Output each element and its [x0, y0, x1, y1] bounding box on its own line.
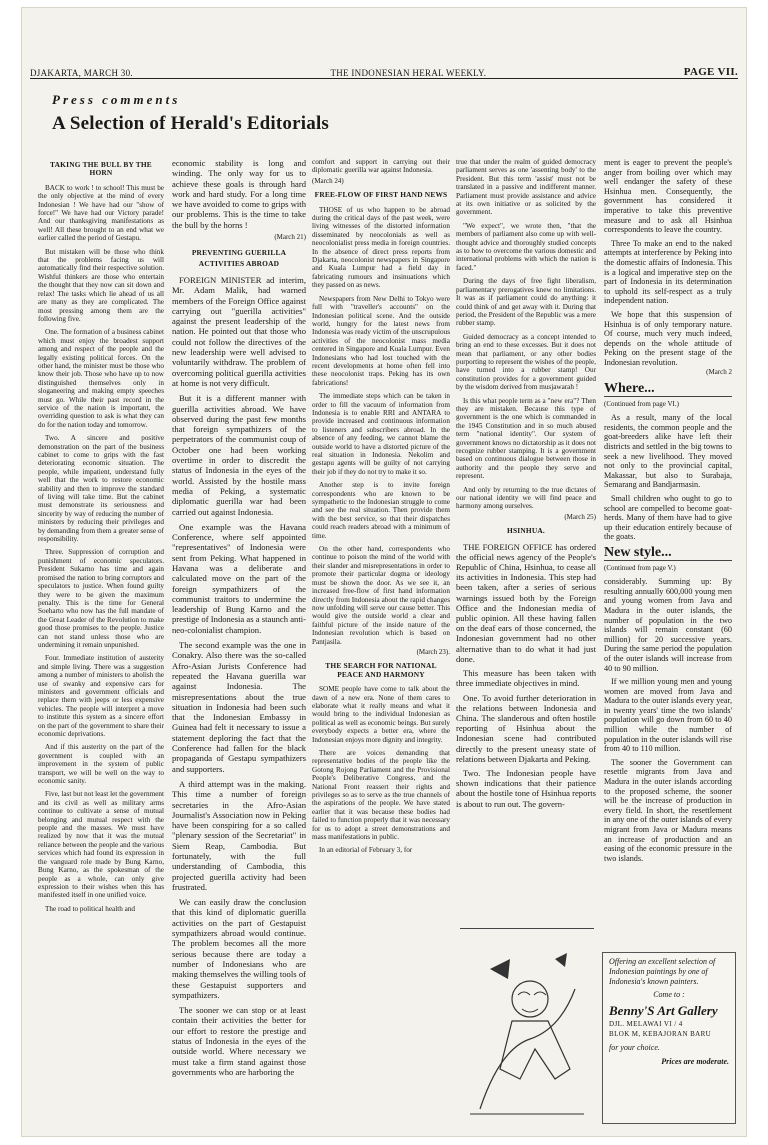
cartoon-illustration [460, 928, 594, 1125]
article-paragraph: Two. The Indonesian people have shown indications that their patience about the hostile tone of Hsinhua reports is about to run out. The govern- [456, 767, 596, 809]
article-heading: PREVENTING GUERILLA ACTIVITIES ABROAD [191, 248, 287, 268]
article-paragraph: On the other hand, correspondents who continue to poison the mind of the world with their slander and misrepresentations in order to promote their particular dogma or ideology must be shown the door. As we see it, an increased free-flow of first hand information directly from Indonesia about the rapid changes now unfolding will serve our cause better. This would give the outside world a clear and faithful picture of the inside nature of the Indonesian revolution which is based on Pantjasila. [312, 545, 450, 646]
column-4 [456, 158, 596, 813]
article-paragraph: Four. Immediate institution of austerity and simple living. There was a suggestion among a number of ministers to abolish the use of swanky and expensive cars for ministers and government officials and replace them with jeeps or less expensive vehicles. The people will interpret a move to institute this system as a sincere effort on the part of the government to share their economic deprivations. [38, 654, 164, 738]
article-heading: HSINHUA. [507, 526, 545, 536]
article-paragraph: The sooner we can stop or at least contain their activities the better for our effort to restore the prestige and status of Indonesia in the eyes of the outside world. Where necessary we must take a firm stand against those governments who are harboring the [172, 1005, 306, 1077]
article-paragraph: In an editorial of February 3, for [319, 846, 413, 855]
ad-gallery-name: Benny'S Art Gallery [609, 1003, 718, 1018]
article-paragraph: The sooner the Government can resettle migrants from Java and Madura in the outer islands according to the proposed scheme, the sooner will be the increase of production in every field. In short, the resettlement in any one of the outer islands of every migrant from Java or Madura means an increase of production and an easing of the economic pressure in the two islands. [604, 757, 732, 863]
article-paragraph: And if this austerity on the part of the government is coupled with an improvement in the system of public transport, we will be well on the way to economic sanity. [38, 743, 164, 786]
article-paragraph: There are voices demanding that representative bodies of the people like the Gotong Rojong Parliament and the Provisional People's Deliberative Congress, and the National Front reassert their rights and privileges so as to serve as the true channels of the aspirations of the people. We have stated earlier that it was because these bodies had failed to function properly that it was necessary for us to adopt a street demonstrations and mass manifestations in public. [312, 749, 450, 842]
article-paragraph: THOSE of us who happen to be abroad during the critical days of the past week, were living witnesses of the distorted information disseminated by neocolonials as well as neocolonialist press media in foreign countries. In the absence of direct press reports from Djakarta, neocolonist newspapers in Singapore and Kuala Lumpur had a field day in fabricating rumours and insinuations which they passed on as news. [312, 205, 450, 290]
column-3 [312, 158, 450, 860]
article-paragraph: Three To make an end to the naked attempts at interference by Peking into the domestic affairs of Indonesia. This is a logical and imperative step on the part of Indonesia in its determination to uphold its self-respect as a truly independent nation. [604, 238, 732, 306]
article-paragraph: And only by returning to the true dictates of our national identity we will find peace and harmony among ourselves. [456, 485, 596, 511]
article-paragraph: But mistaken will be those who think that the problems facing us will automatically find their respective solution. Wishful thinkers are those who entertain the thought that they now can sit down and relax! The tasks which lie ahead of us all are many as they are complicated. The most pressing among them are the following five. [38, 247, 164, 323]
article-paragraph: Two. A sincere and positive demonstration on the part of the business cabinet to come to grips with the fast deteriorating economic situation. The people, while impatient, understand fully well that the work to restore economic stability and then to improve the standard of living will take time. But the cabinet must demonstrate its seriousness and sincerity by way of reducing the number of ministers by reducing their privileges and by demanding from them a greater sense of responsibility. [38, 434, 164, 544]
section-kicker: Press comments [52, 92, 181, 107]
article-paragraph: The second example was the one in Conakry. Also there was the so-called Afro-Asian Jurists Conference had repeated the Havana guerilla war against Indonesia. The misrepresentations about the true situation in Indonesia had been such that the Indonesian Embassy in Guinea had felt it necessary to issue a statement deploring the fact that the Conference had fallen for the black propaganda of Gestapu sympathizers and supporters. [172, 640, 306, 774]
article-paragraph: If we million young men and young women are moved from Java and Madura to the outer islands every year, in twenty years' time the two islands' population will go down from 60 to 40 million while the number of population in the outer islands will rise from 40 to 110 million. [604, 677, 732, 754]
ad-line: for your choice. [609, 1043, 660, 1052]
page-headline: A Selection of Herald's Editorials [52, 113, 330, 134]
article-paragraph: During the days of free fight liberalism, parliamentary prerogatives knew no limitations. It was as if parliament could do anything: it could think of and get away with it. During that period, the President of the Republic was a mere rubber stamp. [456, 277, 596, 328]
ad-line: Come to : [653, 990, 685, 999]
article-paragraph: We hope that this suspension of Hsinhua is of only temporary nature. Of course, much very much indeed, depends on the whole attitude of Peking on the present stage of the Indonesian revolution. [604, 309, 732, 367]
ad-address: BLOK M, KEBAJORAN BARU [609, 1030, 712, 1038]
article-paragraph: The road to political health and [45, 904, 136, 913]
article-paragraph: Guided democracy as a concept intended to bring an end to these excesses. But it does not mean that parliament, or any other bodies purporting to represent the wishes of the people, have turned into a rubber stamp! Our constitution provides for a government guided by the wisdom derived from musjawarah ! [456, 332, 596, 392]
article-paragraph: One example was the Havana Conference, where self appointed "representatives" of Indonesia were sent from Peking. What happened in Havana was a deliberate and calculated move on the part of the foreign sympathizers of the communist traitors to undermine the leadership of Bung Karno and the prestige of Indonesia as a staunch anti-neo-colonialist champion. [172, 521, 306, 635]
newspaper-page [22, 8, 746, 1136]
article-paragraph: The immediate steps which can be taken in order to fill the vacuum of information from Indonesia is to enable RRI and ANTARA to provide increased and continuous information to listeners and subscribers abroad. In the absence of any feeding, we cannot blame the outside world to have a distorted picture of the real situation in Indonesia. Nekolim and gestapu agents will be guilty of not carrying their job if they do not try to make it so. [312, 392, 450, 476]
masthead-paper-name: THE INDONESIAN HERAL WEEKLY. [330, 68, 487, 78]
masthead [30, 64, 738, 79]
section-heading-new-style: New style... [604, 548, 732, 561]
article-paragraph: economic stability is long and winding. The only way for us to achieve these goals is through hard work and hard study. For a long time we have avoided to come to grips with our problems. This is the time to take the bull by the horns ! [172, 158, 306, 230]
article-paragraph: comfort and support in carrying out their diplomatic guerilla war against Indonesia. [312, 158, 450, 175]
column-1 [38, 158, 164, 918]
ad-address: DJL. MELAWAI VI / 4 [609, 1020, 683, 1028]
column-2 [172, 158, 306, 1082]
article-paragraph: We can easily draw the conclusion that this kind of diplomatic guerilla activities on the part of Gestapuist sympathizers abroad would continue. The problem becomes all the more serious because there are today a number of Indonesians who are making themselves the willing tools of these Gestapuist supporters and sympathizers. [172, 897, 306, 1000]
article-paragraph: ment is eager to prevent the people's anger from boiling over which may well endanger the safety of these Hsinhua men. Consequently, the government has considered it imperative to take this preventive measure and to ask all Hsinhua correspondents to leave the country. [604, 158, 732, 235]
article-heading: TAKING THE BULL BY THE HORN [50, 160, 152, 178]
article-paragraph: FOREIGN MINISTER ad interim, Mr. Adam Malik, had warned members of the Foreign Office against carrying out "guerilla activities" against the present leadership of the nation. He pointed out that those who could not follow the directives of the new leadership were well advised to voluntarily withdraw. The problem of overcoming political guerilla activities at home is not very difficult. [172, 274, 306, 388]
article-paragraph: "We expect", we wrote then, "that the members of parliament also come up with well-thought advice and thoroughly studied concepts as to how to overcome the various domestic and international problems with which the nation is faced." [456, 221, 596, 272]
article-paragraph: But it is a different manner with guerilla activities abroad. We have observed during the past few months that foreign sympathizers of the perpetrators of the communist coup of October one had been working overtime in order to discredit the status of Indonesia in the eyes of the world. Assisted by the hostile mass media of Peking, a systematic diplomatic guerilla war had been carried out against Indonesia. [172, 393, 306, 517]
column-5 [604, 158, 732, 867]
article-paragraph: THE FOREIGN OFFICE has ordered the official news agency of the People's Republic of China, Hsinhua, to cease all its activities in Indonesia. This step had been taken, after a series of serious warnings issued both by the Foreign Office and the Indonesian media of public opinion. All these having fallen on the deaf ears of those concerned, the Indonesian government had no other alternative than to do what it had just done. [456, 541, 596, 664]
masthead-place-date: DJAKARTA, MARCH 30. [30, 68, 133, 78]
article-paragraph: BACK to work ! to school! This must be the only objective at the mind of every Indonesian ! We have had our "show of force!" We have had our Victory parade! And our thanksgiving manifestations as well! All these brought to an end what we earlier called the period of Gestapu. [38, 183, 164, 243]
article-paragraph: Newspapers from New Delhi to Tokyo were full with "traveller's accounts" on the Indonesian political scene. And the outside world, hungry for the latest news from Indonesia was ready victim of the unscrupulous activities of the neocolonist mass media centered in Singapore and Kuala Lumpur. Even Indonesians who had lost touched with the recent developments at home often fell into these neocolonist traps. Peking has its own fabrications! [312, 294, 450, 387]
article-paragraph: considerably. Summing up: By resulting annually 600,000 young men and young women from Java and Madura in the outer islands, the number of population in the two islands will remain constant (60 million) for 20 successive years. During the same period the population of the outer islands will increase from 40 to 90 million. [604, 577, 732, 673]
article-date: (March 25) [564, 512, 596, 521]
ad-line: Indonesia's known painters. [609, 977, 699, 986]
article-heading: THE SEARCH FOR NATIONAL PEACE AND HARMONY [325, 661, 437, 679]
section-heading-where: Where... [604, 384, 732, 397]
article-paragraph: Another step is to invite foreign correspondents who are known to be sympathetic to the Indonesian struggle to come and see the real situation. Then provide them with the best service, so that their dispatches could reach readers abroad with a minimum of time. [312, 481, 450, 540]
article-paragraph: This measure has been taken with three immediate objectives in mind. [456, 668, 596, 689]
continued-note: (Continued from page V.) [604, 563, 676, 572]
ad-line: Offering an excellent selection of [609, 957, 716, 966]
ad-line: Prices are moderate. [661, 1057, 729, 1066]
article-paragraph: Small children who ought to go to school are compelled to become goat-herds. Many of them have had to give up their education entirely because of the goats. [604, 494, 732, 542]
article-paragraph: Five, last but not least let the government and its civil as well as military arms continue to cultivate a sense of mutual belonging and mutual respect with the people and the masses. We must have realized by now that it was the mutual reliance between the people and the various services which had found its expression in the vanguard role made by Bung Karno, Bung Karno, as the spokesman of the people as a whole, can only give expression to their wishes when this has manifested itself in one unified voice. [38, 790, 164, 900]
article-paragraph: One. To avoid further deterioration in the relations between Indonesia and China. The slanderous and often hostile reporting of Hsinhua about the Indonesian scene had contributed directly to the present uneasy state of relations between Djakarta and Peking. [456, 692, 596, 764]
ad-line: Indonesian paintings by one of [609, 967, 708, 976]
article-date: (March 21) [274, 233, 306, 242]
cartoon-drawing [460, 929, 594, 1125]
article-date: (March 2 [706, 368, 732, 377]
article-heading: FREE-FLOW OF FIRST HAND NEWS [314, 190, 448, 200]
article-paragraph: One. The formation of a business cabinet which must enjoy the broadest support among and respect of the people and the legally existing political forces. On the other hand, the minister must be those who know their job. Those who have up to now distinguished themselves only in sloganeering and making empty speeches must go. While their past record in the service of the nation is important, the overriding question to ask is what they can do for the nation today and tomorrow. [38, 328, 164, 429]
article-paragraph: As a result, many of the local residents, the common people and the goat-breeders alike have left their districts and settled in the big towns to seek a new livelihood. They moved not only to the provincial capital, Makassar, but also to Surabaja, Semarang and Bandjarmasin. [604, 413, 732, 490]
article-paragraph: true that under the realm of guided democracy parliament serves as one 'assenting body' to the President. But this term 'assist' must not be translated in a passive and indifferent manner. Parliament must provide assistance and advice at its own initiative or as solicited by the government. [456, 158, 596, 217]
article-paragraph: SOME people have come to talk about the dawn of a new era. None of them cares to elaborate what it really means and what it would bring to the individual Indonesian as political as well as economic beings. But surely everybody expects a better era, where the Indonesian enjoys more dignity and integrity. [312, 685, 450, 744]
article-paragraph: Is this what people term as a "new era"? Then they are mistaken. Because this type of government is the one which is commanded in the 1945 Constitution and in so much abused term "national identity". Our system of government knows no dictatorship as it does not recognize rubber stamping. It is a government based on continuous dialogue between those in authority and the people they serve and represent. [456, 396, 596, 481]
masthead-page-number: PAGE VII. [683, 66, 738, 78]
article-paragraph: A third attempt was in the making. This time a number of foreign secretaries in the Afro-Asian Journalist's Association now in Peking have been conspiring for a so called "plenary session of the Secretariat" in Siem Reap, Cambodia. But fortunately, with the full understanding of Cambodia, this projected guerilla activity had been frustrated. [172, 778, 306, 892]
gallery-advertisement [602, 952, 736, 1124]
article-date: (March 23). [416, 647, 450, 656]
article-date: (March 24) [312, 176, 344, 185]
continued-note: (Continued from page VI.) [604, 399, 679, 408]
article-paragraph: Three. Suppression of corruption and punishment of economic speculators. President Sukarno has time and again promised the nation to bring corruptors and speculators to justice. When found guilty they were to be given the maximum penalty. This is the time for General Soeharto who now has the full mandate of the Great Leader of the Revolution to make good those promises to the people. Justice can not stand unless those who are undermining it remain unpunished. [38, 548, 164, 649]
